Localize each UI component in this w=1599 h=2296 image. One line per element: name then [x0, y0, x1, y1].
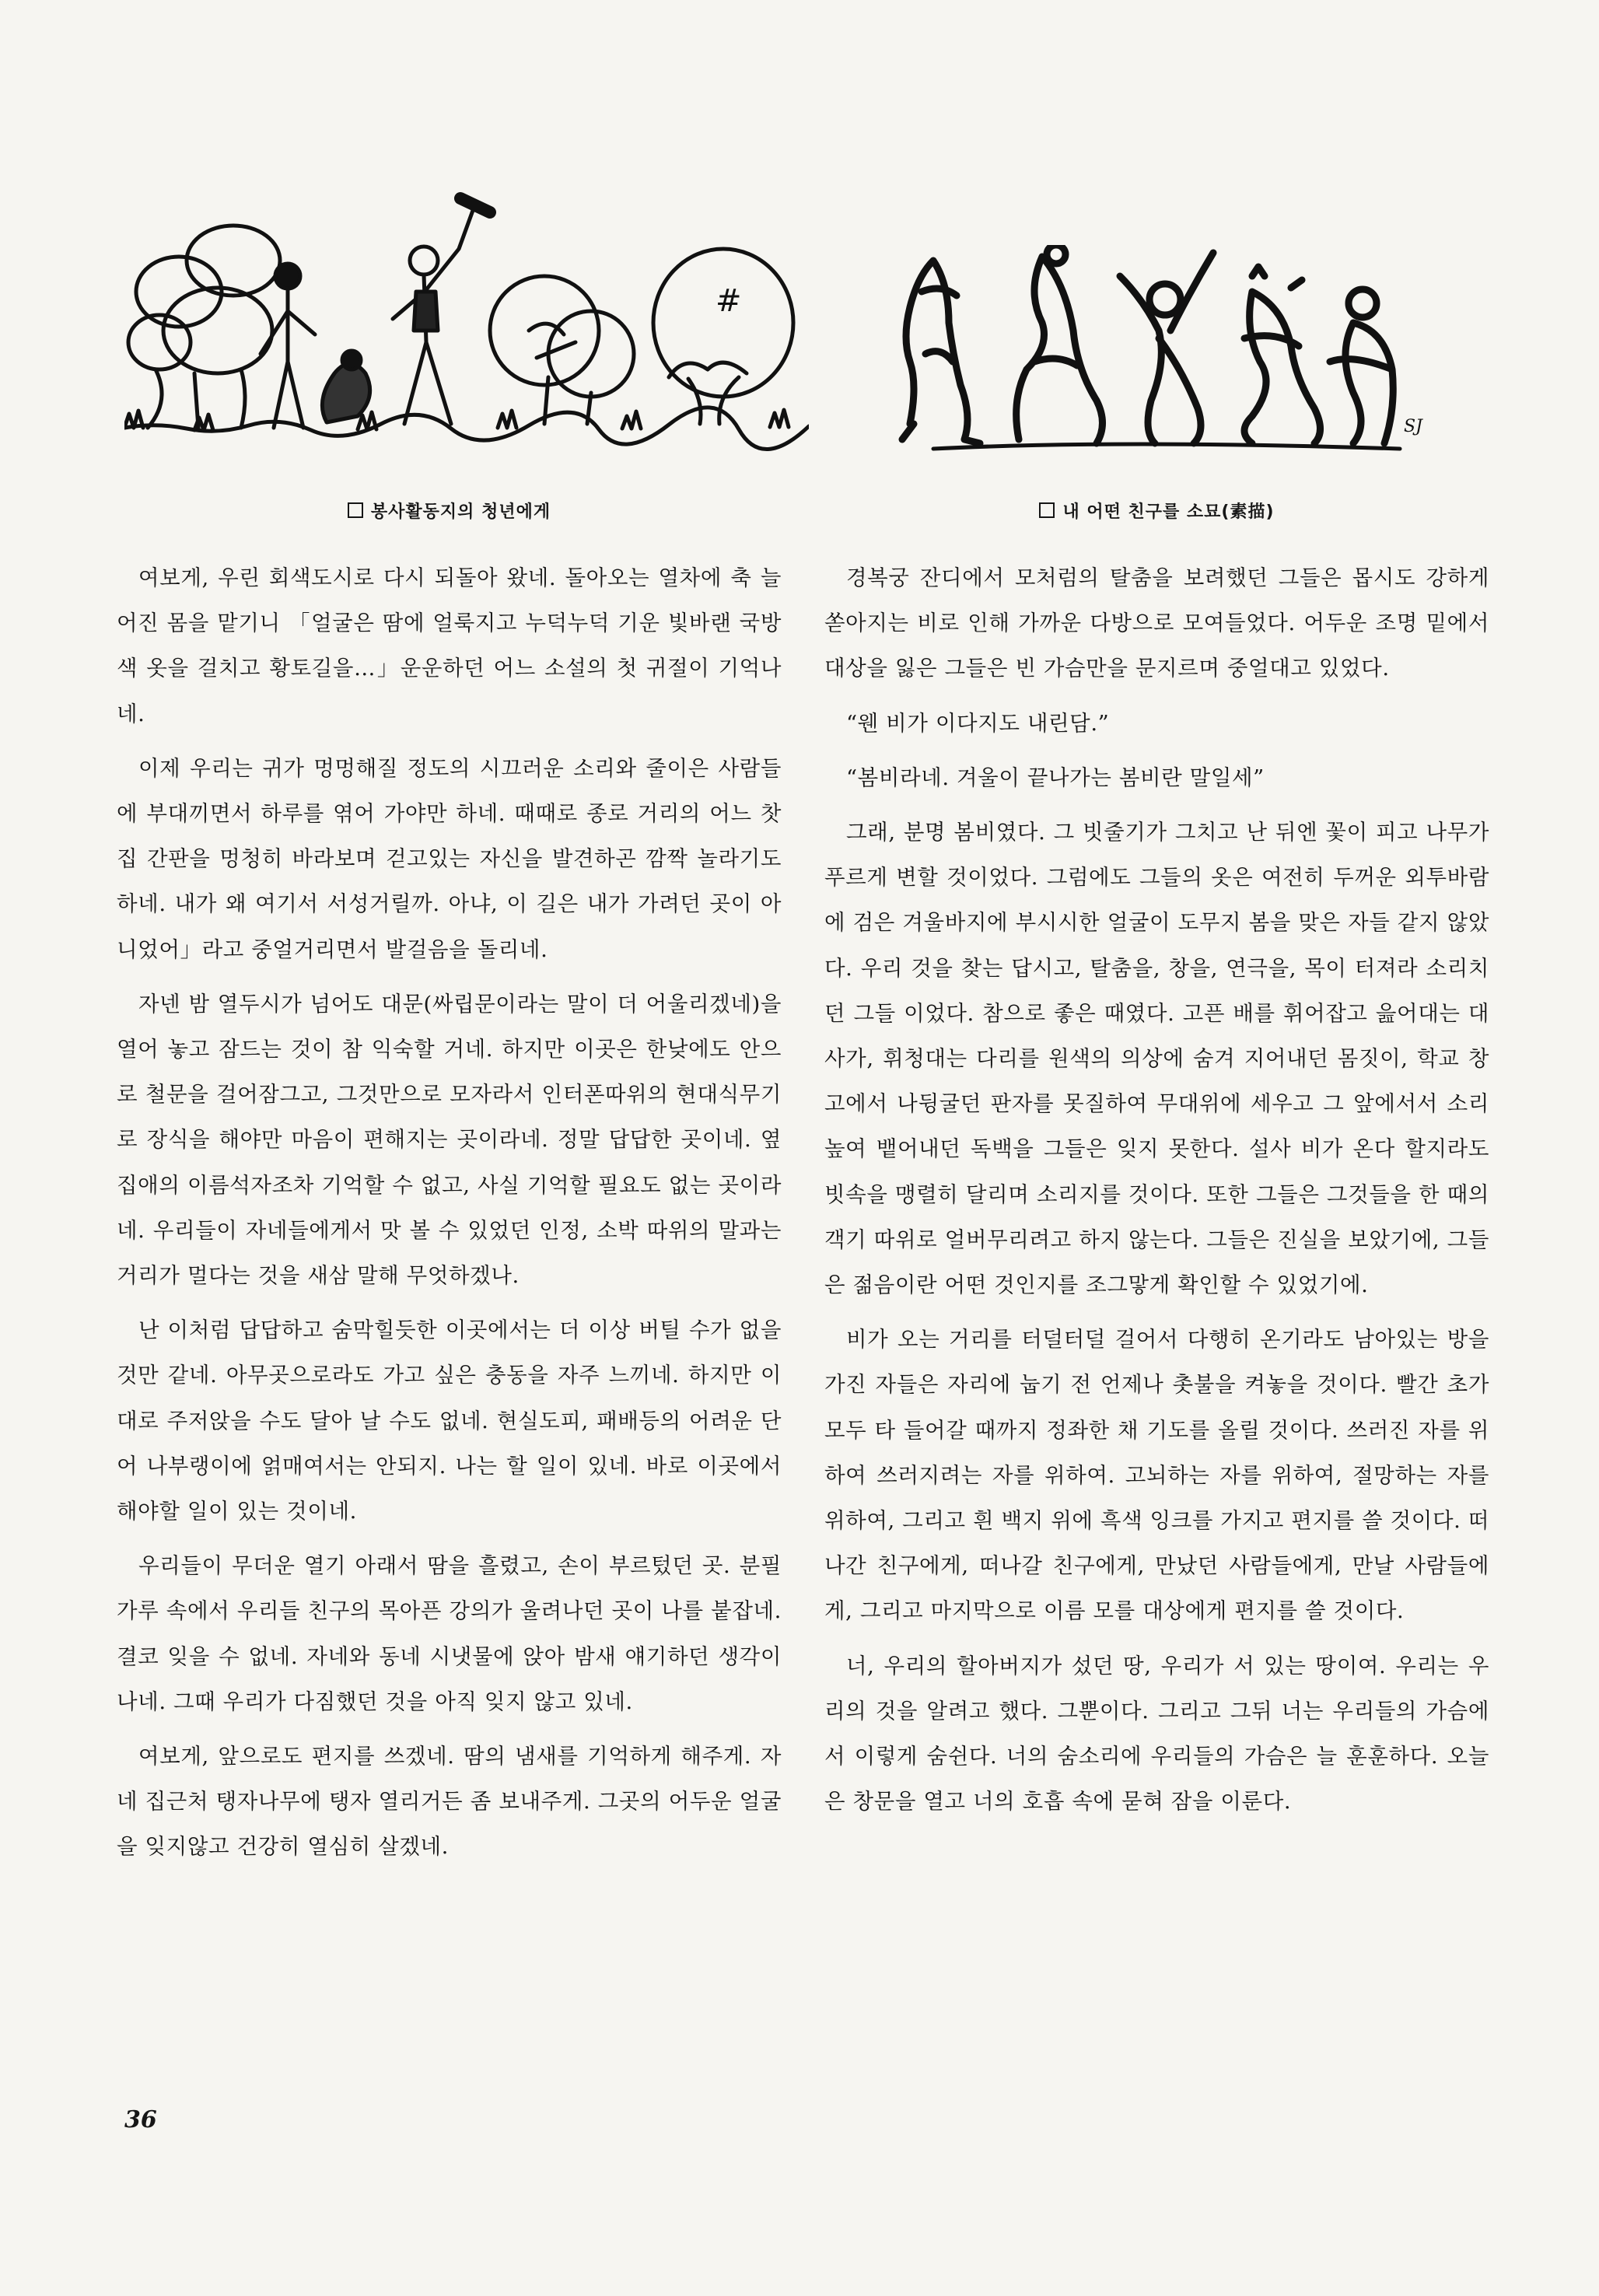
page-number: 36 [124, 2106, 157, 2133]
artist-signature: SJ [1404, 417, 1422, 436]
right-paragraph-3: “봄비라네. 겨울이 끝나가는 봄비란 말일세” [846, 765, 1265, 790]
left-article [117, 496, 782, 1879]
left-paragraph-3: 자넨 밤 열두시가 넘어도 대문(싸립문이라는 말이 더 어울리겠네)을 열어 놓고 잠드는 것이 참 익숙할 거네. 하지만 이곳은 한낮에도 안으로 철문을 걸어잠그고, 그것만으로 모자라서 인터폰따위의 현대식무기로 장식을 해야만 마음이 편해지는 곳이라네. 정말 답답한 곳이네. 옆집애의 이름석자조차 기억할 수 없고, 사실 기억할 필요도 없는 곳이라네. 우리들이 자네들에게서 맛 볼 수 있었던 인정, 소박 따위의 말과는 거리가 멀다는 것을 새삼 말해 무엇하겠나. [117, 991, 782, 1289]
right-paragraph-4: 그래, 분명 봄비였다. 그 빗줄기가 그치고 난 뒤엔 꽃이 피고 나무가 푸르게 변할 것이었다. 그럼에도 그들의 옷은 여전히 두꺼운 외투바람에 검은 겨울바지에 부시시한 얼굴이 도무지 봄을 맞은 자들 같지 않았다. 우리 것을 찾는 답시고, 탈춤을, 창을, 연극을, 목이 터져라 소리치던 그들 이었다. 참으로 좋은 때였다. 고픈 배를 휘어잡고 읊어대는 대사가, 휘청대는 다리를 원색의 의상에 숨겨 지어내던 몸짓이, 학교 창고에서 나뒹굴던 판자를 못질하여 무대위에 세우고 그 앞에서서 소리높여 뱉어내던 독백을 그들은 잊지 못한다. 설사 비가 온다 할지라도 빗속을 맹렬히 달리며 소리지를 것이다. 또한 그들은 그것들을 한 때의 객기 따위로 얼버무리려고 하지 않는다. 그들은 진실을 보았기에, 그들은 젊음이란 어떤 것인지를 조그맣게 확인할 수 있었기에. [824, 820, 1489, 1298]
left-paragraph-4: 난 이처럼 답답하고 숨막힐듯한 이곳에서는 더 이상 버틸 수가 없을 것만 같네. 아무곳으로라도 가고 싶은 충동을 자주 느끼네. 하지만 이대로 주저앉을 수도 달아 날 수도 없네. 현실도피, 패배등의 어려운 단어 나부랭이에 얽매여서는 안되지. 나는 할 일이 있네. 바로 이곳에서 해야할 일이 있는 것이네. [117, 1318, 782, 1524]
checkbox-square-icon [1039, 502, 1055, 518]
left-paragraph-5: 우리들이 무더운 열기 아래서 땀을 흘렸고, 손이 부르텄던 곳. 분필가루 속에서 우리들 친구의 목아픈 강의가 울려나던 곳이 나를 붙잡네. 결코 잊을 수 없네. 자네와 동네 시냇물에 앉아 밤새 얘기하던 생각이 나네. 그때 우리가 다짐했던 것을 아직 잊지 않고 있네. [117, 1553, 782, 1714]
left-article-title: 봉사활동지의 청년에게 [370, 502, 551, 522]
right-paragraph-2: “웬 비가 이다지도 내린담.” [846, 710, 1110, 736]
left-paragraph-1: 여보게, 우린 회색도시로 다시 되돌아 왔네. 돌아오는 열차에 축 늘어진 몸을 맡기니 「얼굴은 땀에 얼룩지고 누덕누덕 기운 빛바랜 국방색 옷을 걸치고 황토길을…」운운하던 어느 소설의 첫 귀절이 기억나네. [117, 565, 782, 726]
left-article-heading [117, 496, 782, 524]
illustration-workers-trees [124, 175, 809, 455]
right-article [824, 496, 1489, 1833]
checkbox-square-icon [348, 502, 363, 518]
svg-text:#: # [716, 283, 742, 319]
left-paragraph-6: 여보게, 앞으로도 편지를 쓰겠네. 땀의 냄새를 기억하게 해주게. 자네 집근처 탱자나무에 탱자 열리거든 좀 보내주게. 그곳의 어두운 얼굴을 잊지않고 건강히 열심히 살겠네. [117, 1744, 782, 1860]
right-article-heading [824, 496, 1489, 524]
right-article-title: 내 어떤 친구를 소묘(素描) [1062, 502, 1275, 522]
right-paragraph-5: 비가 오는 거리를 터덜터덜 걸어서 다행히 온기라도 남아있는 방을 가진 자들은 자리에 눕기 전 언제나 촛불을 켜놓을 것이다. 빨간 초가 모두 타 들어갈 때까지 정좌한 채 기도를 올릴 것이다. 쓰러진 자를 위하여 쓰러지려는 자를 위하여. 고뇌하는 자를 위하여, 절망하는 자를 위하여, 그리고 흰 백지 위에 흑색 잉크를 가지고 편지를 쓸 것이다. 떠나간 친구에게, 떠나갈 친구에게, 만났던 사람들에게, 만날 사람들에게, 그리고 마지막으로 이름 모를 대상에게 편지를 쓸 것이다. [824, 1327, 1489, 1624]
left-paragraph-2: 이제 우리는 귀가 멍멍해질 정도의 시끄러운 소리와 줄이은 사람들에 부대끼면서 하루를 엮어 가야만 하네. 때때로 종로 거리의 어느 찻집 간판을 멍청히 바라보며 걷고있는 자신을 발견하곤 깜짝 놀라기도 하네. 내가 왜 여기서 서성거릴까. 아냐, 이 길은 내가 가려던 곳이 아니었어」라고 중얼거리면서 발걸음을 돌리네. [117, 755, 782, 962]
illustration-dancing-figures [887, 245, 1431, 455]
right-paragraph-6: 너, 우리의 할아버지가 섰던 땅, 우리가 서 있는 땅이여. 우리는 우리의 것을 알려고 했다. 그뿐이다. 그리고 그뒤 너는 우리들의 가슴에서 이렇게 숨쉰다. 너의 숨소리에 우리들의 가슴은 늘 훈훈하다. 오늘은 창문을 열고 너의 호흡 속에 묻혀 잠을 이룬다. [824, 1653, 1489, 1815]
right-paragraph-1: 경복궁 잔디에서 모처럼의 탈춤을 보려했던 그들은 몹시도 강하게 쏟아지는 비로 인해 가까운 다방으로 모여들었다. 어두운 조명 밑에서 대상을 잃은 그들은 빈 가슴만을 문지르며 중얼대고 있었다. [824, 565, 1489, 681]
